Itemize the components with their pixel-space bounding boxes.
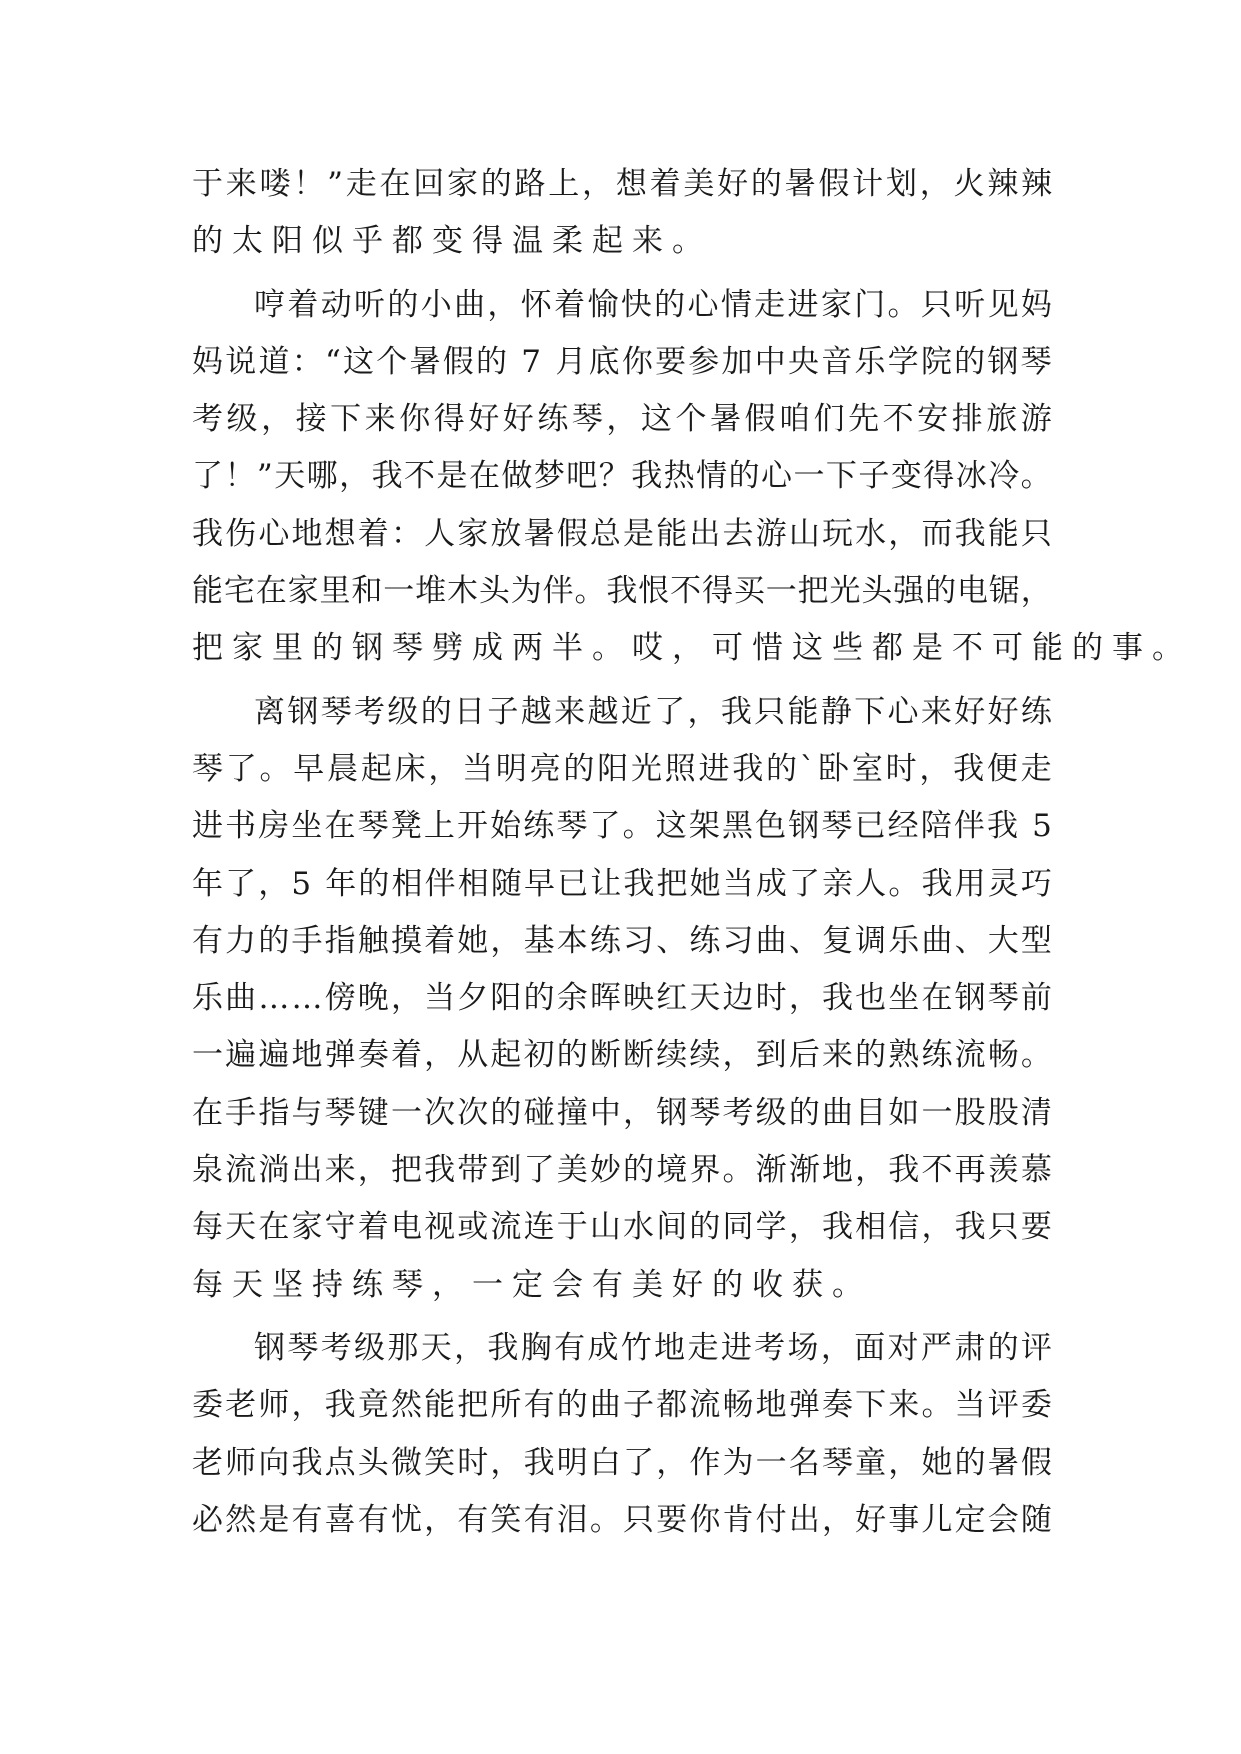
text-line: 了 ！ ” 天 哪 ， 我 不 是 在 做 梦 吧 ？ 我 热 情 的 心 一 下 子 变 得 冰 冷 。	[192, 458, 1052, 495]
text-line: 能 宅 在 家 里 和 一 堆 木 头 为 伴 。 我 恨 不 得 买 一 把 光 头 强 的 电 锯 ，	[192, 573, 1052, 610]
text-line: 我 伤 心 地 想 着 ： 人 家 放 暑 假 总 是 能 出 去 游 山 玩 水 ， 而 我 能 只	[192, 515, 1052, 552]
text-line: 的太阳似乎都变得温柔起来。	[192, 223, 712, 260]
text-line: 妈 说 道 ： “ 这 个 暑 假 的 7 月 底 你 要 参 加 中 央 音 乐 学 院 的 钢 琴	[192, 343, 1052, 380]
text-line: 年 了 ， 5 年 的 相 伴 相 随 早 已 让 我 把 她 当 成 了 亲 人 。 我 用 灵 巧	[192, 865, 1052, 902]
text-line: 进 书 房 坐 在 琴 凳 上 开 始 练 琴 了 。 这 架 黑 色 钢 琴 已 经 陪 伴 我 5	[192, 808, 1052, 845]
text-line: 考 级 ， 接 下 来 你 得 好 好 练 琴 ， 这 个 暑 假 咱 们 先 不 安 排 旅 游	[192, 401, 1052, 438]
text-line: 乐 曲 … … 傍 晚 ， 当 夕 阳 的 余 晖 映 红 天 边 时 ， 我 也 坐 在 钢 琴 前	[192, 980, 1052, 1017]
text-line: 在 手 指 与 琴 键 一 次 次 的 碰 撞 中 ， 钢 琴 考 级 的 曲 目 如 一 股 股 清	[192, 1094, 1052, 1131]
paragraph	[192, 1320, 1052, 1549]
text-line: 钢 琴 考 级 那 天 ， 我 胸 有 成 竹 地 走 进 考 场 ， 面 对 严 肃 的 评	[254, 1329, 1052, 1366]
text-line: 琴 了 。 早 晨 起 床 ， 当 明 亮 的 阳 光 照 进 我 的 ` 卧 室 时 ， 我 便 走	[192, 750, 1052, 787]
text-line: 于 来 喽 ！ ” 走 在 回 家 的 路 上 ， 想 着 美 好 的 暑 假 计 划 ， 火 辣 辣	[192, 166, 1052, 202]
text-line: 把家里的钢琴劈成两半。哎，可惜这些都是不可能的事。	[192, 630, 1192, 667]
text-line: 有 力 的 手 指 触 摸 着 她 ， 基 本 练 习 、 练 习 曲 、 复 调 乐 曲 、 大 型	[192, 922, 1052, 959]
text-line: 必 然 是 有 喜 有 忧 ， 有 笑 有 泪 。 只 要 你 肯 付 出 ， 好 事 儿 定 会 随	[192, 1501, 1052, 1538]
text-line: 老 师 向 我 点 头 微 笑 时 ， 我 明 白 了 ， 作 为 一 名 琴 童 ， 她 的 暑 假	[192, 1444, 1052, 1481]
text-line: 一 遍 遍 地 弹 奏 着 ， 从 起 初 的 断 断 续 续 ， 到 后 来 的 熟 练 流 畅 。	[192, 1037, 1052, 1074]
text-line: 离 钢 琴 考 级 的 日 子 越 来 越 近 了 ， 我 只 能 静 下 心 来 好 好 练	[254, 693, 1052, 730]
paragraph	[192, 277, 1192, 678]
text-line: 哼 着 动 听 的 小 曲 ， 怀 着 愉 快 的 心 情 走 进 家 门 。 只 听 见 妈	[254, 286, 1052, 323]
paragraph	[192, 156, 1052, 271]
text-line: 每 天 在 家 守 着 电 视 或 流 连 于 山 水 间 的 同 学 ， 我 相 信 ， 我 只 要	[192, 1209, 1052, 1246]
paragraph	[192, 684, 1052, 1314]
body-text	[192, 156, 1192, 1549]
text-line: 泉 流 淌 出 来 ， 把 我 带 到 了 美 妙 的 境 界 。 渐 渐 地 ， 我 不 再 羡 慕	[192, 1152, 1052, 1189]
text-line: 委 老 师 ， 我 竟 然 能 把 所 有 的 曲 子 都 流 畅 地 弹 奏 下 来 。 当 评 委	[192, 1387, 1052, 1424]
text-line: 每天坚持练琴，一定会有美好的收获。	[192, 1266, 872, 1303]
